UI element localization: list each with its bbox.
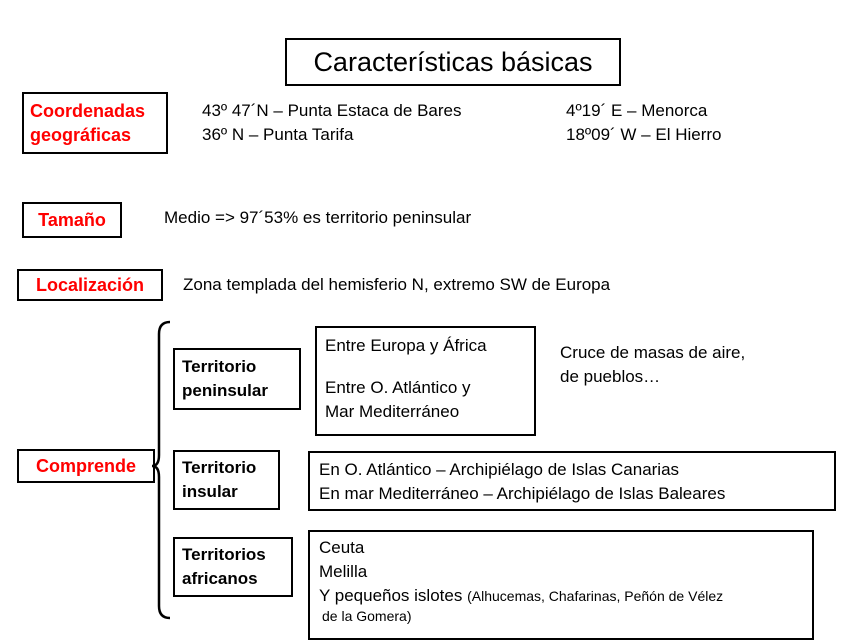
tamano-label-box xyxy=(22,202,122,238)
islotes-detail-a: (Alhucemas, Chafarinas, Peñón de Vélez xyxy=(467,588,724,604)
peninsular-note-line1: Cruce de masas de aire, xyxy=(560,343,746,362)
peninsular-line2: Entre O. Atlántico y xyxy=(325,378,471,397)
tamano-label: Tamaño xyxy=(38,210,106,230)
peninsular-line1: Entre Europa y África xyxy=(325,336,487,355)
insular-line2: En mar Mediterráneo – Archipiélago de Islas Baleares xyxy=(319,484,726,503)
coord-east: 4º19´ E – Menorca xyxy=(566,101,708,120)
coord-south: 36º N – Punta Tarifa xyxy=(202,125,354,144)
insular-content-box xyxy=(308,451,836,511)
page-title-text: Características básicas xyxy=(313,46,593,77)
peninsular-label-line2: peninsular xyxy=(182,381,268,400)
coordenadas-label-line2: geográficas xyxy=(30,125,132,145)
comprende-label-box xyxy=(17,449,155,483)
insular-label-line2: insular xyxy=(182,482,238,501)
peninsular-note-line2: de pueblos… xyxy=(560,367,661,386)
africanos-item-melilla: Melilla xyxy=(319,562,368,581)
insular-label-box xyxy=(173,450,280,510)
localizacion-label: Localización xyxy=(35,275,145,295)
coord-west: 18º09´ W – El Hierro xyxy=(566,125,722,144)
tamano-text: Medio => 97´53% es territorio peninsular xyxy=(164,208,472,227)
insular-label-line1: Territorio xyxy=(182,458,257,477)
peninsular-line3: Mar Mediterráneo xyxy=(325,402,460,421)
peninsular-label-line1: Territorio xyxy=(182,357,257,376)
localizacion-text: Zona templada del hemisferio N, extremo SW de Europa xyxy=(183,275,611,294)
coordenadas-label-box xyxy=(22,92,168,154)
islotes-detail-b: de la Gomera) xyxy=(322,608,412,624)
curly-brace xyxy=(150,320,172,620)
africanos-item-ceuta: Ceuta xyxy=(319,538,365,557)
peninsular-content-box xyxy=(315,326,536,436)
localizacion-label-box xyxy=(17,269,163,301)
peninsular-label-box xyxy=(173,348,301,410)
africanos-label-line2: africanos xyxy=(182,569,258,588)
africanos-label-box xyxy=(173,537,293,597)
page-title xyxy=(285,38,621,86)
africanos-item-islotes xyxy=(319,584,812,608)
coord-north: 43º 47´N – Punta Estaca de Bares xyxy=(202,101,462,120)
africanos-content-box xyxy=(308,530,814,640)
insular-line1: En O. Atlántico – Archipiélago de Islas Canarias xyxy=(319,460,680,479)
coordenadas-label-line1: Coordenadas xyxy=(30,101,146,121)
islotes-main: Y pequeños islotes xyxy=(319,586,463,605)
comprende-label: Comprende xyxy=(35,456,136,476)
africanos-label-line1: Territorios xyxy=(182,545,266,564)
